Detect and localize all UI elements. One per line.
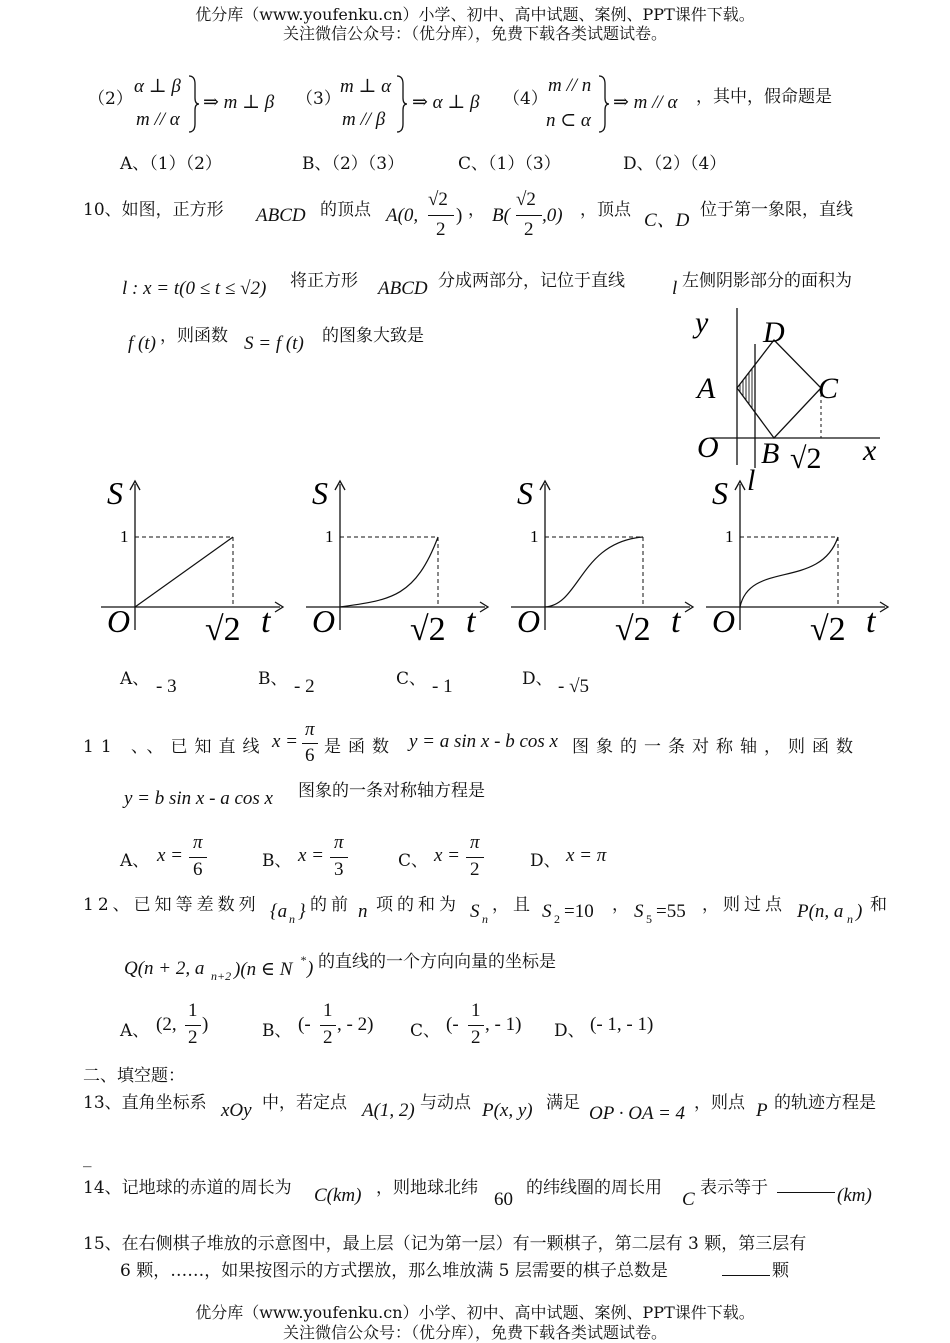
q11-option-b-label: B、 (262, 851, 292, 871)
q12-option-a-den: 2 (188, 1027, 198, 1048)
q10-text-3: 位于第一象限，直线 (700, 200, 853, 220)
svg-text:t: t (466, 603, 476, 640)
q10-option-b-value: - 2 (294, 676, 315, 697)
prop-3-conclusion: ⇒ α ⊥ β (412, 92, 480, 113)
q10-sqrt2-b: √2 (516, 189, 536, 210)
svg-text:S: S (107, 475, 123, 511)
q12-option-b-post: , - 2) (337, 1014, 374, 1035)
svg-text:t: t (866, 603, 876, 640)
q12-text-5: 和 (870, 895, 887, 915)
q11-function-1: y = a sin x - b cos x (409, 731, 558, 752)
graph-c (511, 475, 693, 648)
q12-option-c-pre: (- (446, 1014, 459, 1035)
q11-option-c-num: π (470, 832, 480, 853)
q12-option-c-num: 1 (471, 1000, 481, 1021)
q10-cd: C、D (644, 210, 690, 231)
q11-x-eq: x = (272, 731, 299, 752)
q10-option-b-label: B、 (258, 669, 288, 689)
q12-point-q: Q(n + 2, a (124, 958, 205, 979)
q14-text-3: 表示等于 (700, 1178, 768, 1198)
header-line-1: 优分库（www.youfenku.cn）小学、初中、高中试题、案例、PPT课件下载。 (195, 5, 755, 24)
q11-option-c-den: 2 (470, 859, 480, 880)
q12-sn: S (470, 901, 480, 922)
svg-text:O: O (517, 603, 541, 639)
svg-text:S: S (712, 475, 728, 511)
q14-c2: C (682, 1189, 695, 1210)
q12-text-4: ，则过点 (702, 895, 786, 915)
curve-b (340, 537, 438, 607)
q9-option-a: A、（1）（2） (120, 154, 222, 174)
q11-number: 11 、、已知直线 (83, 737, 267, 757)
q12-text-1: 的前 (310, 895, 352, 915)
q10-option-a-label: A、 (120, 669, 150, 689)
curve-d (740, 537, 838, 607)
svg-text:O: O (712, 603, 736, 639)
q12-brace: } (298, 901, 306, 922)
q15-line-2: 6 颗，……，如果按图示的方式摆放，那么堆放满 5 层需要的棋子总数是 (120, 1261, 668, 1281)
q14-unit: (km) (837, 1185, 872, 1206)
q12-point-q-end: )(n ∈ N (234, 959, 293, 980)
q12-option-d-label: D、 (554, 1021, 585, 1041)
q10-abcd-2: ABCD (378, 278, 428, 299)
q13-p: P (756, 1100, 768, 1121)
q10-point-a: A(0, (386, 205, 419, 226)
header-line-2: 关注微信公众号：（优分库），免费下载各类试题试卷。 (282, 24, 667, 43)
q10-text-2: ，顶点 (580, 200, 631, 220)
prop-2-conclusion: ⇒ m ⊥ β (203, 92, 275, 113)
q11-option-b-pre: x = (298, 845, 325, 866)
svg-text:1: 1 (120, 527, 129, 546)
q13-text-3: 满足 (546, 1093, 580, 1113)
q13-xoy: xOy (221, 1100, 252, 1121)
q10-close: ) (456, 205, 463, 226)
q12-option-b-pre: (- (298, 1014, 311, 1035)
footer-line-2: 关注微信公众号：（优分库），免费下载各类试题试卷。 (282, 1323, 667, 1342)
q13-text-4: ，则点 (694, 1093, 745, 1113)
q12-point-q-star: * (300, 953, 306, 967)
q10-text-7: ，则函数 (160, 326, 228, 346)
q10-two-b: 2 (524, 219, 534, 240)
q15-answer-blank[interactable] (722, 1257, 770, 1276)
q12-point-p-end: ) (856, 901, 863, 922)
q12-option-b-den: 2 (323, 1027, 333, 1048)
q10-point-b-post: ,0) (542, 205, 563, 226)
q10-option-d-label: D、 (522, 669, 553, 689)
svg-text:O: O (312, 603, 336, 639)
prop-2-label: （2） (88, 89, 133, 109)
q11-text-1: 是函数 (324, 737, 396, 757)
q10-abcd: ABCD (256, 205, 306, 226)
prop-3-premise-2: m // β (342, 109, 386, 130)
q10-option-a-value: - 3 (156, 676, 177, 697)
q9-option-d: D、（2）（4） (623, 154, 727, 174)
q12-n: n (358, 901, 368, 922)
q12-point-q-close: ) (307, 958, 314, 979)
label-x: x (863, 434, 877, 467)
q12-text-3: ，且 (492, 895, 534, 915)
q12-point-p: P(n, a (797, 901, 844, 922)
q11-option-b-num: π (334, 832, 344, 853)
q12-option-a-num: 1 (188, 1000, 198, 1021)
q12-s5-sub: 5 (646, 912, 652, 926)
brace-icon (598, 74, 610, 134)
prop-4-premise-1: m // n (548, 75, 592, 96)
q10-text-6: 左侧阴影部分的面积为 (682, 271, 852, 291)
q14-text-2: 的纬线圈的周长用 (526, 1178, 662, 1198)
prop-4-premise-2: n ⊂ α (546, 110, 591, 131)
q11-option-a-pre: x = (157, 845, 184, 866)
q12-number: 12、已知等差数列 (83, 895, 260, 915)
graph-b (306, 475, 488, 648)
prop-3-premise-1: m ⊥ α (340, 76, 392, 97)
q9-option-b: B、（2）（3） (302, 154, 405, 174)
svg-text:S: S (312, 475, 328, 511)
q11-option-d-label: D、 (530, 851, 561, 871)
q12-text-2: 项的和为 (376, 895, 460, 915)
q11-text-3: 图象的一条对称轴方程是 (298, 781, 485, 801)
prop-4-conclusion: ⇒ m // α (613, 92, 678, 113)
q14-latitude: 60 (494, 1189, 513, 1210)
q10-sqrt2: √2 (428, 189, 448, 210)
q11-option-d-pre: x = π (566, 845, 607, 866)
svg-text:√2: √2 (410, 611, 446, 648)
q14-c: C(km) (314, 1185, 362, 1206)
q12-option-c-den: 2 (471, 1027, 481, 1048)
fraction-bar (302, 743, 318, 744)
q13-dot-product: OP · OA = 4 (589, 1103, 686, 1124)
q11-option-b-den: 3 (334, 859, 344, 880)
q12-comma: ， (612, 895, 629, 915)
q11-option-a-num: π (193, 832, 203, 853)
q11-pi: π (305, 719, 315, 740)
q9-option-c: C、（1）（3） (458, 154, 561, 174)
q10-point-b: B( (492, 205, 510, 226)
svg-text:√2: √2 (615, 611, 651, 648)
q12-s2-sub: 2 (554, 912, 560, 926)
q11-option-a-den: 6 (193, 859, 203, 880)
q11-six: 6 (305, 745, 315, 766)
section-2-title: 二、填空题： (83, 1066, 185, 1086)
graph-a (101, 475, 283, 648)
svg-text:t: t (261, 603, 271, 640)
svg-text:S: S (517, 475, 533, 511)
q13-text-1: 中，若定点 (262, 1093, 347, 1113)
svg-text:1: 1 (725, 527, 734, 546)
q9-tail: ，其中，假命题是 (696, 87, 832, 107)
svg-text:1: 1 (325, 527, 334, 546)
q12-an: {a (270, 901, 288, 922)
q15-line-1: 15、在右侧棋子堆放的示意图中，最上层（记为第一层）有一颗棋子，第二层有 3 颗，第三层有 (83, 1234, 807, 1254)
curve-c (545, 537, 643, 607)
q10-text-1: 的顶点 (320, 200, 371, 220)
q11-option-a-label: A、 (120, 851, 150, 871)
q12-s2-value: =10 (564, 901, 594, 922)
q10-option-c-label: C、 (396, 669, 427, 689)
graph-d (706, 475, 888, 648)
svg-text:t: t (671, 603, 681, 640)
label-c: C (818, 372, 839, 405)
q10-text-4: 将正方形 (290, 271, 358, 291)
q13-number: 13、直角坐标系 (83, 1093, 207, 1113)
q12-option-c-post: , - 1) (485, 1014, 522, 1035)
brace-icon (396, 74, 408, 134)
curve-a (135, 537, 233, 607)
q13-point-p: P(x, y) (482, 1100, 533, 1121)
square-abcd (737, 340, 821, 438)
q14-number: 14、记地球的赤道的周长为 (83, 1178, 292, 1198)
q13-tail: _ (83, 1148, 92, 1168)
q14-answer-blank[interactable] (777, 1174, 835, 1193)
label-d: D (763, 316, 785, 349)
q12-s2: S (542, 901, 552, 922)
q10-line-def: l : x = t(0 ≤ t ≤ √2) (122, 278, 267, 299)
prop-4-label: （4） (503, 89, 548, 109)
q11-text-2: 图象的一条对称轴，则函数 (572, 737, 860, 757)
label-l: l (747, 464, 756, 497)
q10-option-d-value: - √5 (558, 676, 590, 697)
svg-text:√2: √2 (205, 611, 241, 648)
q12-option-d-pre: (- 1, - 1) (590, 1014, 654, 1035)
label-sqrt2: √2 (790, 442, 822, 475)
q12-option-a-pre: (2, (156, 1014, 177, 1035)
q12-an-sub: n (289, 912, 295, 926)
q10-text-5: 分成两部分，记位于直线 (438, 271, 625, 291)
prop-2-premise-1: α ⊥ β (134, 76, 181, 97)
q13-text-2: 与动点 (420, 1093, 471, 1113)
label-o: O (697, 431, 719, 464)
prop-3-label: （3） (296, 89, 341, 109)
svg-text:1: 1 (530, 527, 539, 546)
q12-point-q-sub: n+2 (211, 969, 232, 983)
answer-graphs (95, 470, 905, 650)
brace-icon (188, 74, 200, 134)
fraction-bar (516, 215, 542, 216)
q13-point-a: A(1, 2) (362, 1100, 415, 1121)
label-y: y (695, 306, 709, 339)
q10-option-c-value: - 1 (432, 676, 453, 697)
q10-sft: S = f (t) (244, 333, 304, 354)
label-a: A (697, 372, 716, 405)
q12-option-a-post: ) (202, 1014, 209, 1035)
q12-option-b-label: B、 (262, 1021, 292, 1041)
q11-function-2: y = b sin x - a cos x (124, 788, 273, 809)
q15-tail: 颗 (772, 1261, 789, 1281)
q12-text-6: 的直线的一个方向向量的坐标是 (318, 952, 556, 972)
q11-option-c-pre: x = (434, 845, 461, 866)
q10-l: l (672, 278, 678, 299)
q11-option-c-label: C、 (398, 851, 429, 871)
svg-text:O: O (107, 603, 131, 639)
q12-option-b-num: 1 (323, 1000, 333, 1021)
svg-text:√2: √2 (810, 611, 846, 648)
q10-number: 10、如图，正方形 (83, 200, 224, 220)
q12-sn-sub: n (482, 912, 488, 926)
q13-text-5: 的轨迹方程是 (774, 1093, 876, 1113)
q10-text-8: 的图象大致是 (322, 326, 424, 346)
q12-option-a-label: A、 (120, 1021, 150, 1041)
label-b: B (761, 437, 780, 470)
q10-ft: f (t) (128, 333, 156, 354)
q12-s5: S (634, 901, 644, 922)
prop-2-premise-2: m // α (136, 109, 180, 130)
q12-option-c-label: C、 (410, 1021, 441, 1041)
q10-two: 2 (436, 219, 446, 240)
q12-s5-value: =55 (656, 901, 686, 922)
footer-line-1: 优分库（www.youfenku.cn）小学、初中、高中试题、案例、PPT课件下载。 (195, 1303, 755, 1322)
fraction-bar (428, 215, 454, 216)
q14-text-1: ，则地球北纬 (376, 1178, 478, 1198)
q12-point-p-sub: n (847, 912, 853, 926)
